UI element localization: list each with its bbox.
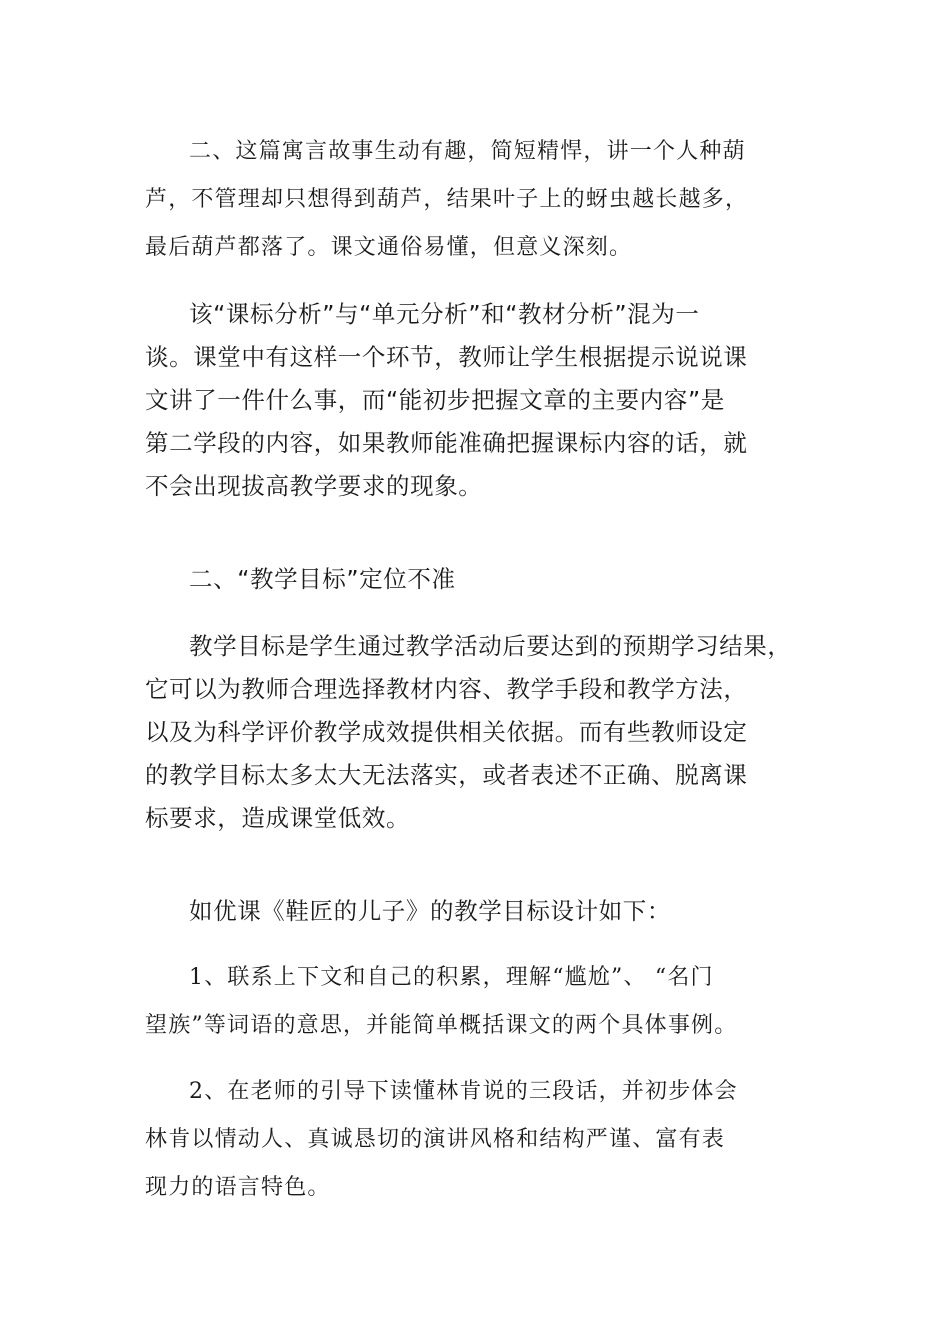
text-line: 教学目标是学生通过教学活动后要达到的预期学习结果， [189,632,792,660]
list-item-goal-2 [145,1068,825,1212]
paragraph-curriculum-analysis [145,293,825,508]
text-line: 第二学段的内容，如果教师能准确把握课标内容的话，就 [145,429,748,457]
paragraph-teaching-goals [145,625,825,840]
text-line: 2、在老师的引导下读懂林肯说的三段话，并初步体会 [189,1079,738,1104]
text-line: 芦，不管理却只想得到葫芦，结果叶子上的蚜虫越长越多， [145,187,749,212]
text-line: 谈。课堂中有这样一个环节，教师让学生根据提示说说课 [145,343,748,371]
text-line: 文讲了一件什么事，而“能初步把握文章的主要内容”是 [145,386,725,414]
text-line: 最后葫芦都落了。课文通俗易懂，但意义深刻。 [145,235,633,260]
text-line: 以及为科学评价教学成效提供相关依据。而有些教师设定 [145,718,748,746]
text-line: 如优课《鞋匠的儿子》的教学目标设计如下： [189,897,671,925]
text-line: 不会出现拔高教学要求的现象。 [145,472,483,500]
text-line: 1、联系上下文和自己的积累，理解“尴尬”、 “名门 [189,965,714,990]
text-line: 的教学目标太多太大无法落实，或者表述不正确、脱离课 [145,761,748,789]
text-line: 望族”等词语的意思，并能简单概括课文的两个具体事例。 [145,1013,738,1038]
list-item-goal-1 [145,954,825,1050]
section-heading-teaching-goals [145,558,825,601]
text-line: 林肯以情动人、真诚恳切的演讲风格和结构严谨、富有表 [145,1127,726,1152]
paragraph-example-intro [145,890,825,933]
heading-text: 二、“教学目标”定位不准 [189,565,456,593]
text-line: 标要求，造成课堂低效。 [145,804,411,832]
text-line: 二、这篇寓言故事生动有趣，简短精悍，讲一个人种葫 [189,139,746,164]
paragraph-fable-summary [145,128,825,272]
text-line: 该“课标分析”与“单元分析”和“教材分析”混为一 [189,300,700,328]
text-line: 现力的语言特色。 [145,1175,331,1200]
text-line: 它可以为教师合理选择教材内容、教学手段和教学方法， [145,675,748,703]
